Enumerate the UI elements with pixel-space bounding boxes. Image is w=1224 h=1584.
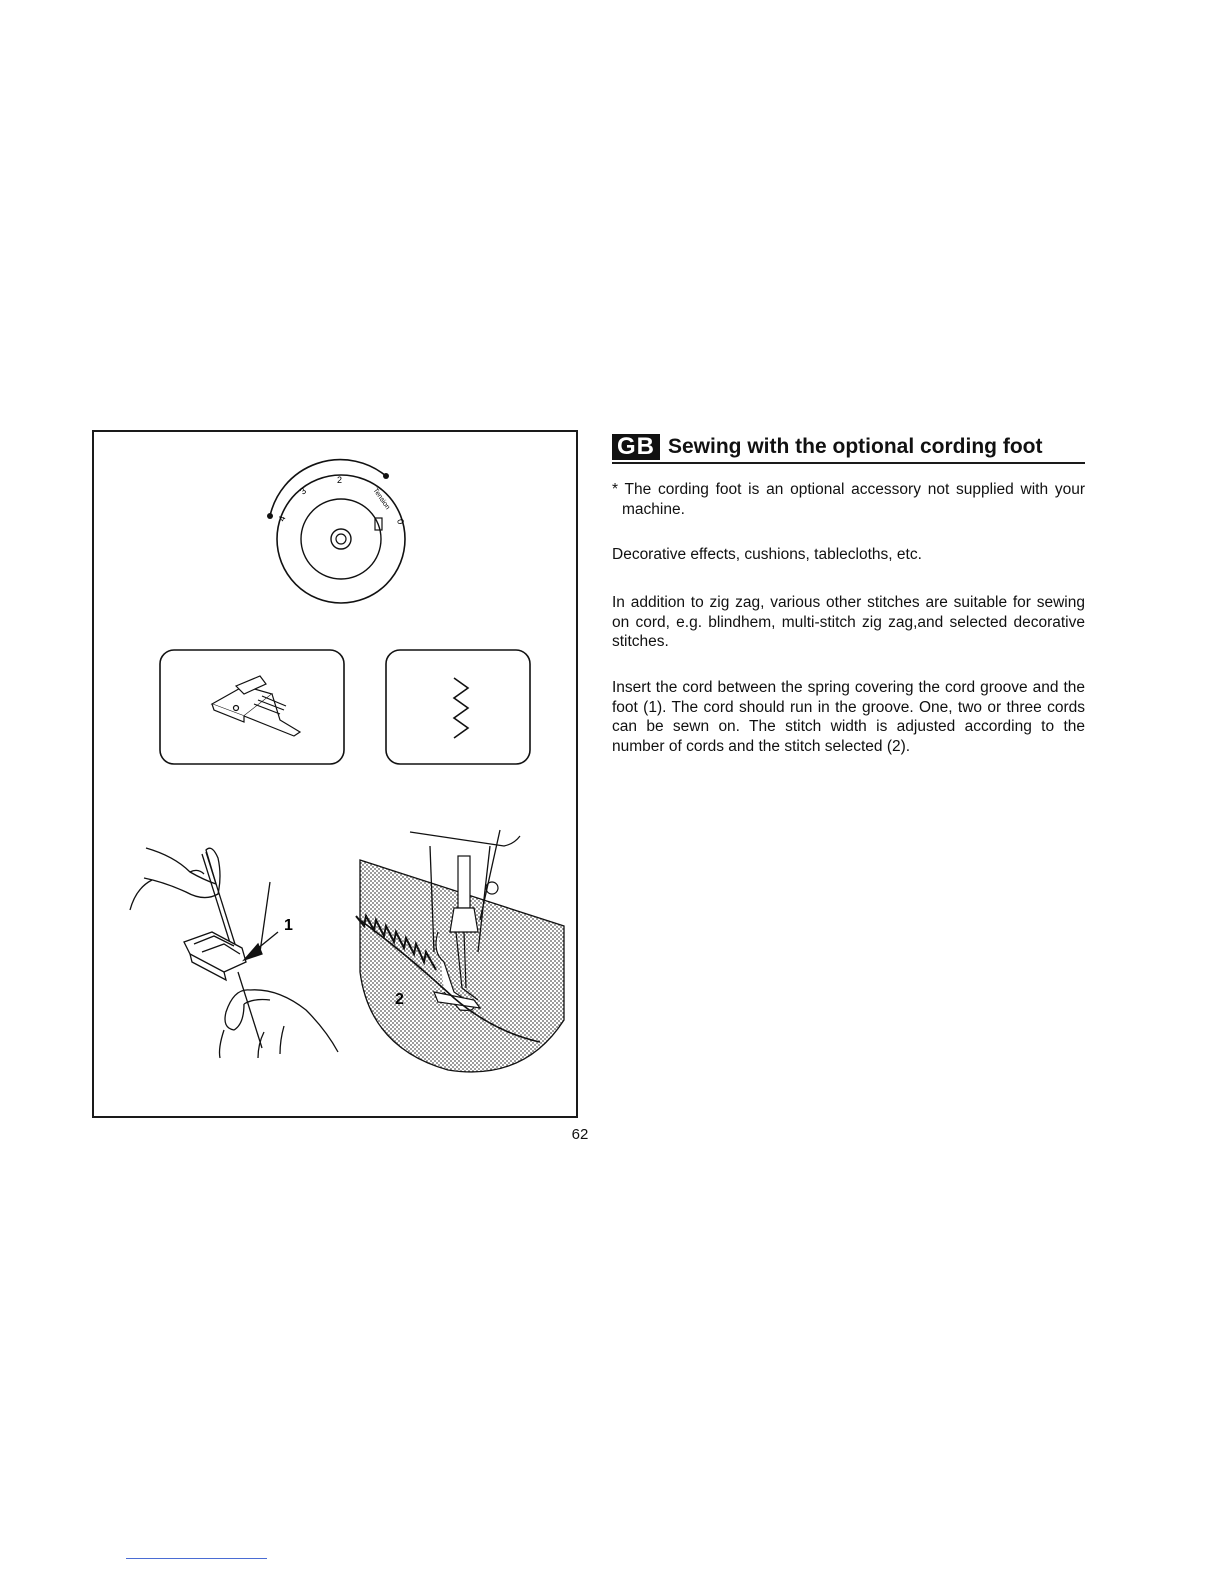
sewing-cord-illustration (356, 830, 564, 1072)
cording-foot-illustration (94, 432, 580, 1120)
footer-divider (126, 1558, 267, 1559)
illustration-panel (92, 430, 578, 1118)
stitch-pattern-box (386, 650, 530, 764)
section-title: Sewing with the optional cording foot (668, 435, 1043, 458)
section-heading (612, 430, 1085, 464)
presser-foot-box (160, 650, 344, 764)
zigzag-stitch-icon (454, 678, 468, 738)
uses-paragraph: Decorative effects, cushions, tablecloths, etc. (612, 546, 922, 563)
language-badge: GB (612, 434, 660, 460)
suitable-stitches-paragraph: In addition to zig zag, various other stitches are suitable for sewing on cord, e.g. blindhem, multi-stitch zig zag,and selected decorative stitches. (612, 594, 1085, 650)
dial-label-3: 3 (297, 485, 309, 497)
instructions-column (612, 430, 1085, 755)
page-number: 62 (571, 1126, 589, 1143)
optional-accessory-note: * The cording foot is an optional accessory not supplied with your machine. (612, 481, 1085, 518)
cording-foot-icon (212, 676, 300, 736)
hands-threading-cord-illustration (130, 848, 338, 1058)
stitch-width-dial (267, 460, 406, 603)
insert-cord-paragraph: Insert the cord between the spring covering the cord groove and the foot (1). The cord should run in the groove. One, two or three cords can be sewn on. The stitch width is adjusted according to the number of cords and the stitch selected (2). (612, 679, 1085, 755)
dial-label-0: 0 (395, 517, 407, 526)
callout-2-label: 2 (395, 991, 404, 1008)
dial-label-2: 2 (337, 475, 343, 485)
dial-label-4: 4 (276, 514, 288, 523)
callout-1-label: 1 (284, 917, 293, 934)
dial-label-tension: Tension (371, 487, 391, 511)
